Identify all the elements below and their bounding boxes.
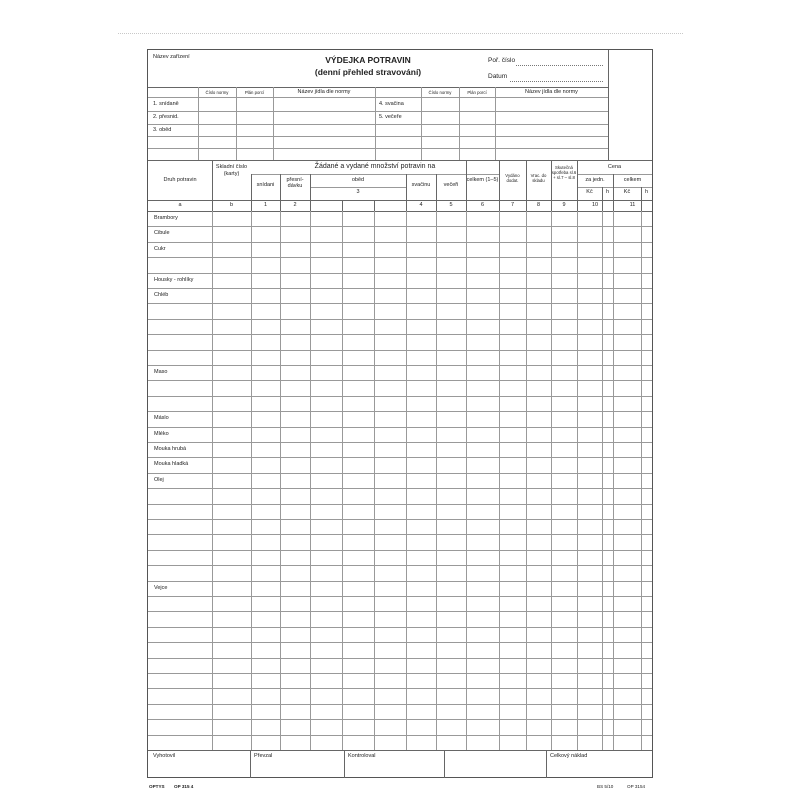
col-total-kc: Kč (623, 189, 631, 195)
footer-top-line (148, 750, 652, 751)
col-total-price: celkem (623, 177, 642, 183)
col-letter-5: 5 (449, 202, 453, 208)
food-item-label: Cibule (154, 230, 170, 237)
meals-grid-line (273, 87, 274, 160)
grid-column-line (436, 174, 437, 200)
footer-divider (344, 750, 345, 778)
right-code: OP 3154 (627, 784, 646, 789)
grid-column-line (466, 200, 467, 211)
prepared-by-label: Vyhotovil (153, 753, 176, 759)
meals-grid-line (148, 97, 608, 98)
grid-row-line (148, 688, 652, 689)
number-label: Poř. číslo (488, 57, 516, 64)
col-price: Cena (607, 164, 622, 170)
meals-grid-line (148, 124, 608, 125)
left-code: BS 5/10 (597, 784, 614, 789)
col-name-right: Název jídla dle normy (525, 89, 578, 95)
grid-row-line (148, 442, 652, 443)
grid-column-line (613, 211, 614, 750)
grid-row-line (148, 550, 652, 551)
received-by-label: Převzal (254, 753, 273, 759)
col-total-1-5: celkem (1–5) (466, 177, 499, 183)
grid-column-line (641, 200, 642, 211)
grid-row-line (148, 735, 652, 736)
grid-row-line (148, 704, 652, 705)
grid-row-line (148, 488, 652, 489)
col-letter-6: 6 (480, 202, 485, 208)
grid-column-line (406, 211, 407, 750)
col-lunch: oběd (351, 177, 365, 183)
grid-column-line (374, 200, 375, 211)
food-item-label: Vejce (154, 584, 168, 591)
col-returned: Vrac. do skladu (530, 173, 547, 183)
col-plan-right: Plán porcí (467, 90, 487, 95)
grid-row-line (148, 565, 652, 566)
grid-row-line (148, 581, 652, 582)
grid-row-line (148, 611, 652, 612)
grid-column-line (406, 174, 407, 200)
footer-divider (546, 750, 547, 778)
col-letter-8: 8 (536, 202, 541, 208)
grid-row-line (148, 504, 652, 505)
grid-column-line (342, 211, 343, 750)
col-snack-am: přesní-dávku (286, 177, 304, 190)
col-snack-pm: svačinu (411, 182, 431, 188)
grid-column-line (551, 200, 552, 211)
brand-mark: OPTYS (149, 784, 165, 789)
grid-column-line (342, 200, 343, 211)
grid-row-line (148, 596, 652, 597)
grid-column-line (551, 211, 552, 750)
food-item-label: Housky - rohlíky (154, 276, 194, 283)
grid-row-line (148, 396, 652, 397)
grid-row-line (148, 226, 652, 227)
col-actual-use: Skutečná spotřeba sl.6 + sl.7 – sl.8 (551, 165, 577, 180)
form-title: VÝDEJKA POTRAVIN (325, 55, 411, 65)
grid-column-line (499, 200, 500, 211)
meals-grid-line (148, 111, 608, 112)
grid-row-line (148, 242, 652, 243)
food-item-label: Brambory (154, 215, 178, 221)
grid-column-line (251, 174, 252, 200)
col-requested-issued: Žádané a vydané množství potravin na (314, 163, 436, 170)
col-letter-1: 1 (263, 202, 268, 208)
col-total-h: h (644, 189, 649, 195)
col-unit-price: za jedn. (585, 177, 605, 183)
grid-row-line (148, 303, 652, 304)
grid-column-line (212, 160, 213, 200)
col-letter-11: 11 (629, 202, 636, 208)
col-letter-a: a (178, 202, 182, 208)
grid-column-line (602, 200, 603, 211)
grid-row-line (148, 288, 652, 289)
grid-column-line (577, 211, 578, 750)
grid-column-line (374, 211, 375, 750)
food-item-label: Mouka hrubá (154, 446, 187, 452)
header-sub-line (310, 187, 406, 188)
grid-column-line (251, 211, 252, 750)
meal-breakfast: 1. snídaně (153, 101, 179, 107)
col-stock-number: Skladní číslo (karty) (215, 164, 248, 177)
meal-snack-pm: 4. svačina (379, 101, 404, 107)
meal-lunch: 3. oběd (153, 127, 172, 133)
grid-row-line (148, 673, 652, 674)
food-item-label: Olej (154, 476, 164, 483)
col-letter-4: 4 (419, 202, 423, 208)
date-field[interactable] (510, 81, 603, 82)
grid-column-line (526, 211, 527, 750)
grid-row-line (148, 719, 652, 720)
grid-row-line (148, 365, 652, 366)
food-issue-form (147, 49, 653, 778)
grid-column-line (310, 174, 311, 211)
grid-row-line (148, 427, 652, 428)
checked-by-label: Kontroloval (348, 753, 376, 759)
meal-dinner: 5. večeře (379, 114, 402, 120)
grid-row-line (148, 411, 652, 412)
grid-row-line (148, 519, 652, 520)
grid-column-line (466, 211, 467, 750)
col-letter-9: 9 (562, 202, 566, 208)
grid-row-line (148, 380, 652, 381)
meals-grid-line (495, 87, 496, 160)
col-name-left: Název jídla dle normy (297, 89, 351, 95)
grid-row-line (148, 658, 652, 659)
col-unit-kc: Kč (586, 189, 593, 195)
food-item-label: Mléko (154, 430, 169, 437)
number-field[interactable] (516, 65, 603, 66)
form-subtitle: (denní přehled stravování) (314, 67, 422, 77)
grid-column-line (602, 211, 603, 750)
grid-row-line (148, 473, 652, 474)
grid-column-line (212, 200, 213, 211)
meals-grid-line (375, 87, 376, 160)
grid-row-line (148, 350, 652, 351)
meals-grid-line (148, 87, 608, 88)
grid-column-line (212, 211, 213, 750)
grid-column-line (499, 160, 500, 200)
top-dotted-line (118, 33, 683, 34)
grid-column-line (406, 200, 407, 211)
grid-column-line (613, 174, 614, 200)
food-item-label: Cukr (154, 245, 166, 252)
grid-row-line (148, 642, 652, 643)
grid-column-line (641, 211, 642, 750)
grid-row-line (148, 457, 652, 458)
grid-column-line (280, 174, 281, 200)
footer-divider (250, 750, 251, 778)
grid-column-line (526, 160, 527, 200)
grid-column-line (577, 200, 578, 211)
header-right-border (608, 50, 609, 160)
col-breakfast: snídani (256, 182, 275, 188)
grid-column-line (436, 211, 437, 750)
col-dinner: večeři (443, 182, 459, 188)
grid-row-line (148, 627, 652, 628)
food-item-label: Mouka hladká (154, 461, 189, 468)
col-letter-2: 2 (293, 202, 297, 208)
col-plan-left: Plán porcí (244, 90, 265, 95)
meals-grid-line (148, 136, 608, 137)
grid-column-line (641, 187, 642, 200)
grid-column-line (280, 211, 281, 750)
grid-column-line (551, 160, 552, 200)
grid-column-line (436, 200, 437, 211)
date-label: Datum (488, 73, 508, 80)
col-letter-b: b (229, 202, 234, 208)
grid-column-line (526, 200, 527, 211)
col-letter-7: 7 (510, 202, 515, 208)
grid-column-line (613, 200, 614, 211)
grid-column-line (499, 211, 500, 750)
grid-column-line (466, 160, 467, 200)
grid-column-line (577, 160, 578, 200)
grid-row-line (148, 319, 652, 320)
meals-grid-line (236, 87, 237, 160)
food-item-label: Maso (154, 369, 168, 375)
grid-column-line (310, 211, 311, 750)
footer-divider (444, 750, 445, 778)
grid-column-line (251, 200, 252, 211)
grid-row-line (148, 334, 652, 335)
meals-grid-line (198, 87, 199, 160)
col-letter-10: 10 (591, 202, 599, 208)
grid-column-line (280, 200, 281, 211)
meals-grid-line (421, 87, 422, 160)
col-issued-supplier: Vydáno dodat. (505, 173, 520, 183)
grid-row-line (148, 534, 652, 535)
grid-column-line (602, 187, 603, 200)
grid-row-line (148, 273, 652, 274)
establishment-label: Název zařízení (153, 54, 190, 60)
col-food-type: Druh potravin (163, 177, 197, 183)
col-norm-left: Číslo normy (205, 90, 229, 95)
food-item-label: Máslo (154, 415, 169, 422)
header-sub-line (577, 174, 652, 175)
col-unit-h: h (605, 189, 610, 195)
food-item-label: Chléb (154, 292, 169, 298)
header-sub-line (251, 174, 499, 175)
meal-snack-am: 2. přesnid. (153, 114, 179, 120)
meals-grid-line (148, 148, 608, 149)
total-cost-label: Celkový náklad (550, 753, 588, 759)
col-norm-right: Číslo normy (428, 90, 452, 95)
col-lunch-number: 3 (356, 189, 360, 195)
form-code: OP 315 4 (174, 784, 194, 789)
meals-grid-line (459, 87, 460, 160)
grid-row-line (148, 257, 652, 258)
